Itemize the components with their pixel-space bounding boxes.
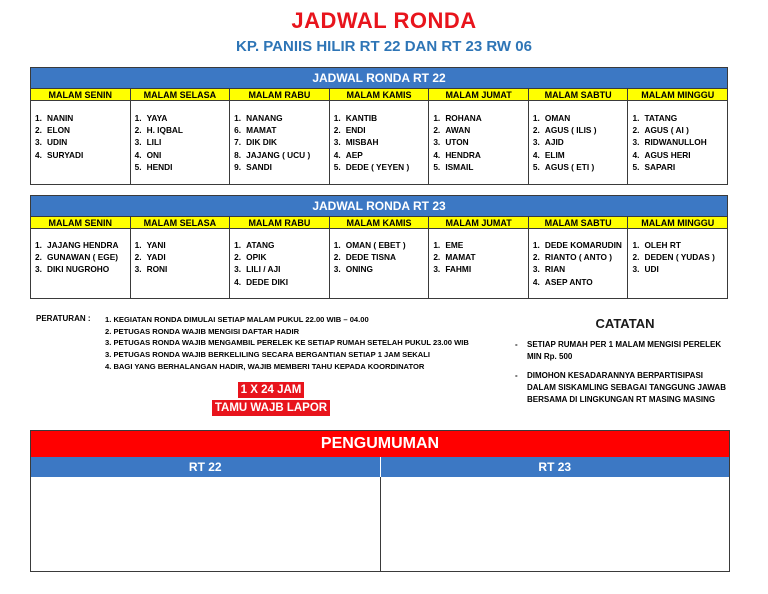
member-item xyxy=(334,239,429,251)
member-name: RIAN xyxy=(544,264,566,275)
member-name: DIKI NUGROHO xyxy=(47,264,110,275)
member-name: TATANG xyxy=(644,113,678,123)
member-name: ONI xyxy=(146,149,162,160)
member-number: 1. xyxy=(234,113,242,123)
member-number: 4. xyxy=(433,149,441,160)
member-number: 2. xyxy=(532,252,540,263)
member-number: 5. xyxy=(333,161,341,172)
member-item xyxy=(234,149,329,161)
member-name: HENDRA xyxy=(445,149,481,160)
member-number: 2. xyxy=(632,125,640,136)
member-list xyxy=(135,239,230,276)
day-column xyxy=(627,101,727,185)
member-name: YAYA xyxy=(146,113,168,123)
member-name: DEDE ( YEYEN ) xyxy=(345,161,410,172)
member-item xyxy=(234,136,329,148)
member-number: 3. xyxy=(134,137,142,148)
member-number: 2. xyxy=(433,125,441,136)
rule-item: 4. BAGI YANG BERHALANGAN HADIR, WAJIB MEMBERI TAHU KEPADA KOORDINATOR xyxy=(105,361,425,371)
member-name: DIK DIK xyxy=(246,137,278,148)
member-number: 5. xyxy=(632,161,640,172)
member-item xyxy=(334,263,429,275)
announcement-title: PENGUMUMAN xyxy=(31,431,729,457)
member-number: 2. xyxy=(333,125,341,136)
member-number: 2. xyxy=(134,125,142,136)
note-text: DIMOHON KESADARANNYA BERPARTISIPASI DALAM SISKAMLING SEBAGAI TANGGUNG JAWAB BERSAMA DI LINGKUNGAN RT MASING MASING xyxy=(527,371,726,404)
announcement-body xyxy=(31,477,729,571)
member-number: 5. xyxy=(433,161,441,172)
member-number: 2. xyxy=(333,252,341,263)
member-name: ATANG xyxy=(246,240,275,250)
member-name: ELON xyxy=(47,125,71,136)
member-name: SAPARI xyxy=(644,161,676,172)
member-list xyxy=(234,239,329,288)
member-item xyxy=(35,239,130,251)
member-item xyxy=(433,136,528,148)
member-name: MISBAH xyxy=(345,137,379,148)
day-header-row xyxy=(31,216,727,229)
day-header: MALAM SENIN xyxy=(31,216,130,229)
member-name: ONING xyxy=(345,264,373,275)
day-column xyxy=(528,229,628,299)
member-number: 1. xyxy=(433,113,441,123)
member-item xyxy=(234,124,329,136)
member-name: AGUS ( ILIS ) xyxy=(544,125,597,136)
member-item xyxy=(533,112,628,124)
member-number: 8. xyxy=(234,149,242,160)
member-name: RIDWANULLOH xyxy=(644,137,707,148)
table-heading: JADWAL RONDA RT 23 xyxy=(31,196,727,216)
member-item xyxy=(135,161,230,173)
member-name: RONI xyxy=(146,264,168,275)
member-name: DEDEN ( YUDAS ) xyxy=(644,252,715,263)
day-column xyxy=(528,101,628,185)
member-number: 3. xyxy=(234,264,242,275)
member-number: 3. xyxy=(433,137,441,148)
member-number: 7. xyxy=(234,137,242,148)
member-item xyxy=(135,136,230,148)
member-item xyxy=(35,251,130,263)
member-number: 3. xyxy=(333,137,341,148)
member-item xyxy=(234,276,329,288)
schedule-table-rt22 xyxy=(30,67,728,185)
member-item xyxy=(135,263,230,275)
member-item xyxy=(533,276,628,288)
member-item xyxy=(433,263,528,275)
member-item xyxy=(234,112,329,124)
member-item xyxy=(433,239,528,251)
member-number: 4. xyxy=(532,276,540,287)
member-name: H. IQBAL xyxy=(146,125,183,136)
announcement-rt22-label: RT 22 xyxy=(31,457,380,477)
member-name: AGUS ( ETI ) xyxy=(544,161,595,172)
member-number: 1. xyxy=(134,240,142,250)
member-number: 3. xyxy=(532,137,540,148)
member-item xyxy=(632,263,727,275)
member-number: 3. xyxy=(632,137,640,148)
member-number: 2. xyxy=(632,252,640,263)
day-column xyxy=(130,101,230,185)
day-header: MALAM MINGGU xyxy=(627,88,727,101)
member-number: 1. xyxy=(433,240,441,250)
member-number: 2. xyxy=(532,125,540,136)
announcement-rt23-area xyxy=(380,477,730,571)
member-item xyxy=(234,263,329,275)
member-item xyxy=(533,124,628,136)
member-list xyxy=(632,112,727,173)
member-list xyxy=(533,239,628,288)
member-list xyxy=(35,239,130,276)
member-name: ELIM xyxy=(544,149,565,160)
member-number: 1. xyxy=(35,113,42,123)
schedule-columns xyxy=(31,229,727,299)
member-name: OLEH RT xyxy=(644,240,681,250)
member-item xyxy=(533,161,628,173)
day-column xyxy=(229,101,329,185)
day-header: MALAM MINGGU xyxy=(627,216,727,229)
day-column xyxy=(329,229,429,299)
member-number: 2. xyxy=(35,125,42,136)
member-name: DEDE KOMARUDIN xyxy=(544,240,622,250)
member-number: 1. xyxy=(134,113,142,123)
member-list xyxy=(533,112,628,173)
member-name: EME xyxy=(445,240,464,250)
member-item xyxy=(533,149,628,161)
member-number: 3. xyxy=(433,264,441,275)
member-item xyxy=(433,251,528,263)
day-header: MALAM RABU xyxy=(229,216,329,229)
member-number: 1. xyxy=(632,240,640,250)
table-heading: JADWAL RONDA RT 22 xyxy=(31,68,727,88)
day-header: MALAM SELASA xyxy=(130,88,230,101)
notice-badge-24h: 1 X 24 JAM xyxy=(238,382,305,398)
note-item xyxy=(515,370,730,406)
page-title: JADWAL RONDA xyxy=(291,8,477,33)
member-name: UDIN xyxy=(47,137,68,148)
member-item xyxy=(135,251,230,263)
member-item xyxy=(433,161,528,173)
member-item xyxy=(632,149,727,161)
member-number: 4. xyxy=(532,149,540,160)
member-item xyxy=(632,112,727,124)
member-item xyxy=(433,112,528,124)
member-number: 1. xyxy=(532,113,540,123)
member-name: LILI xyxy=(146,137,162,148)
member-number: 2. xyxy=(134,252,142,263)
member-name: ISMAIL xyxy=(445,161,474,172)
page-subtitle: KP. PANIIS HILIR RT 22 DAN RT 23 RW 06 xyxy=(236,38,532,55)
day-header: MALAM JUMAT xyxy=(428,88,528,101)
notice-badge-guest: TAMU WAJB LAPOR xyxy=(212,400,330,416)
day-column xyxy=(428,229,528,299)
member-item xyxy=(632,251,727,263)
member-name: AEP xyxy=(345,149,363,160)
member-number: 2. xyxy=(35,252,42,263)
note-bullet: - xyxy=(515,340,518,349)
notes-title: CATATAN xyxy=(595,316,655,331)
member-item xyxy=(632,161,727,173)
member-number: 5. xyxy=(134,161,142,172)
member-number: 4. xyxy=(35,149,42,160)
member-item xyxy=(632,136,727,148)
rule-item: 3. PETUGAS RONDA WAJIB MENGAMBIL PERELEK KE SETIAP RUMAH SETELAH PUKUL 23.00 WIB xyxy=(105,338,469,348)
member-name: FAHMI xyxy=(445,264,472,275)
member-item xyxy=(35,263,130,275)
member-number: 4. xyxy=(134,149,142,160)
note-bullet: - xyxy=(515,371,518,380)
note-item xyxy=(515,339,730,363)
member-item xyxy=(135,149,230,161)
member-list xyxy=(334,239,429,276)
member-name: UTON xyxy=(445,137,469,148)
day-header: MALAM KAMIS xyxy=(329,88,429,101)
member-number: 3. xyxy=(632,264,640,275)
member-number: 1. xyxy=(35,240,42,250)
member-item xyxy=(35,124,130,136)
notes-list xyxy=(515,339,730,413)
member-item xyxy=(632,239,727,251)
member-name: ASEP ANTO xyxy=(544,276,593,287)
member-name: YADI xyxy=(146,252,166,263)
announcement-rt22-area xyxy=(31,477,380,571)
member-number: 1. xyxy=(333,240,341,250)
member-list xyxy=(234,112,329,173)
member-item xyxy=(334,161,429,173)
member-number: 4. xyxy=(234,276,242,287)
member-name: AGUS HERI xyxy=(644,149,691,160)
member-name: DEDE TISNA xyxy=(345,252,396,263)
member-list xyxy=(632,239,727,276)
day-header: MALAM SABTU xyxy=(528,216,628,229)
member-name: AGUS ( AI ) xyxy=(644,125,689,136)
member-number: 3. xyxy=(333,264,341,275)
member-list xyxy=(35,112,130,161)
member-name: SURYADI xyxy=(47,149,84,160)
member-item xyxy=(533,263,628,275)
member-name: JAJANG HENDRA xyxy=(47,240,119,250)
member-name: LILI / AJI xyxy=(246,264,281,275)
member-number: 1. xyxy=(333,113,341,123)
member-name: UDI xyxy=(644,264,659,275)
member-name: NANANG xyxy=(246,113,283,123)
member-item xyxy=(533,239,628,251)
member-name: AJID xyxy=(544,137,564,148)
member-name: ENDI xyxy=(345,125,366,136)
member-item xyxy=(334,149,429,161)
member-item xyxy=(135,239,230,251)
rule-item: 3. PETUGAS RONDA WAJIB BERKELILING SECARA BERGANTIAN SETIAP 1 JAM SEKALI xyxy=(105,350,431,360)
day-header: MALAM JUMAT xyxy=(428,216,528,229)
member-number: 6. xyxy=(234,125,242,136)
member-number: 3. xyxy=(532,264,540,275)
member-item xyxy=(433,149,528,161)
member-item xyxy=(35,112,130,124)
member-item xyxy=(35,149,130,161)
member-name: YANI xyxy=(146,240,166,250)
day-header: MALAM KAMIS xyxy=(329,216,429,229)
day-header: MALAM RABU xyxy=(229,88,329,101)
member-list xyxy=(334,112,429,173)
member-name: OMAN xyxy=(544,113,571,123)
member-number: 1. xyxy=(234,240,242,250)
member-item xyxy=(533,251,628,263)
day-header: MALAM SABTU xyxy=(528,88,628,101)
member-item xyxy=(135,124,230,136)
member-item xyxy=(234,251,329,263)
member-name: MAMAT xyxy=(445,252,476,263)
member-name: SANDI xyxy=(246,161,272,172)
member-item xyxy=(35,136,130,148)
member-item xyxy=(234,161,329,173)
member-number: 9. xyxy=(234,161,242,172)
announcement-columns-header xyxy=(31,457,729,477)
member-number: 3. xyxy=(134,264,142,275)
member-list xyxy=(433,112,528,173)
day-header-row xyxy=(31,88,727,101)
day-header: MALAM SENIN xyxy=(31,88,130,101)
member-number: 1. xyxy=(632,113,640,123)
day-column xyxy=(627,229,727,299)
guest-report-notice xyxy=(200,380,342,416)
member-name: AWAN xyxy=(445,125,471,136)
member-number: 4. xyxy=(333,149,341,160)
day-column xyxy=(428,101,528,185)
member-item xyxy=(234,239,329,251)
member-number: 3. xyxy=(35,137,42,148)
member-item xyxy=(433,124,528,136)
note-text: SETIAP RUMAH PER 1 MALAM MENGISI PERELEK MIN Rp. 500 xyxy=(527,340,722,361)
member-name: ROHANA xyxy=(445,113,482,123)
day-header: MALAM SELASA xyxy=(130,216,230,229)
schedule-columns xyxy=(31,101,727,185)
announcement-box xyxy=(30,430,730,572)
member-name: DEDE DIKI xyxy=(246,276,289,287)
day-column xyxy=(329,101,429,185)
member-name: HENDI xyxy=(146,161,173,172)
day-column xyxy=(130,229,230,299)
member-name: JAJANG ( UCU ) xyxy=(246,149,311,160)
schedule-table-rt23 xyxy=(30,195,728,299)
member-name: RIANTO ( ANTO ) xyxy=(544,252,613,263)
member-item xyxy=(533,136,628,148)
member-number: 3. xyxy=(35,264,42,275)
member-number: 2. xyxy=(234,252,242,263)
day-column xyxy=(31,101,130,185)
day-column xyxy=(31,229,130,299)
member-item xyxy=(334,251,429,263)
member-name: NANIN xyxy=(47,113,74,123)
rules-list xyxy=(105,314,469,373)
member-list xyxy=(135,112,230,173)
member-name: GUNAWAN ( EGE) xyxy=(47,252,118,263)
rules-label: PERATURAN : xyxy=(36,314,91,323)
member-number: 1. xyxy=(532,240,540,250)
member-number: 4. xyxy=(632,149,640,160)
member-name: OMAN ( EBET ) xyxy=(345,240,406,250)
member-number: 2. xyxy=(433,252,441,263)
member-item xyxy=(632,124,727,136)
member-number: 5. xyxy=(532,161,540,172)
member-list xyxy=(433,239,528,276)
member-name: OPIK xyxy=(246,252,267,263)
member-item xyxy=(334,136,429,148)
announcement-rt23-label: RT 23 xyxy=(380,457,730,477)
day-column xyxy=(229,229,329,299)
member-item xyxy=(334,112,429,124)
rule-item: 2. PETUGAS RONDA WAJIB MENGISI DAFTAR HADIR xyxy=(105,326,300,336)
member-item xyxy=(334,124,429,136)
rule-item: 1. KEGIATAN RONDA DIMULAI SETIAP MALAM PUKUL 22.00 WIB – 04.00 xyxy=(105,315,369,324)
member-item xyxy=(135,112,230,124)
member-name: MAMAT xyxy=(246,125,277,136)
member-name: KANTIB xyxy=(345,113,378,123)
